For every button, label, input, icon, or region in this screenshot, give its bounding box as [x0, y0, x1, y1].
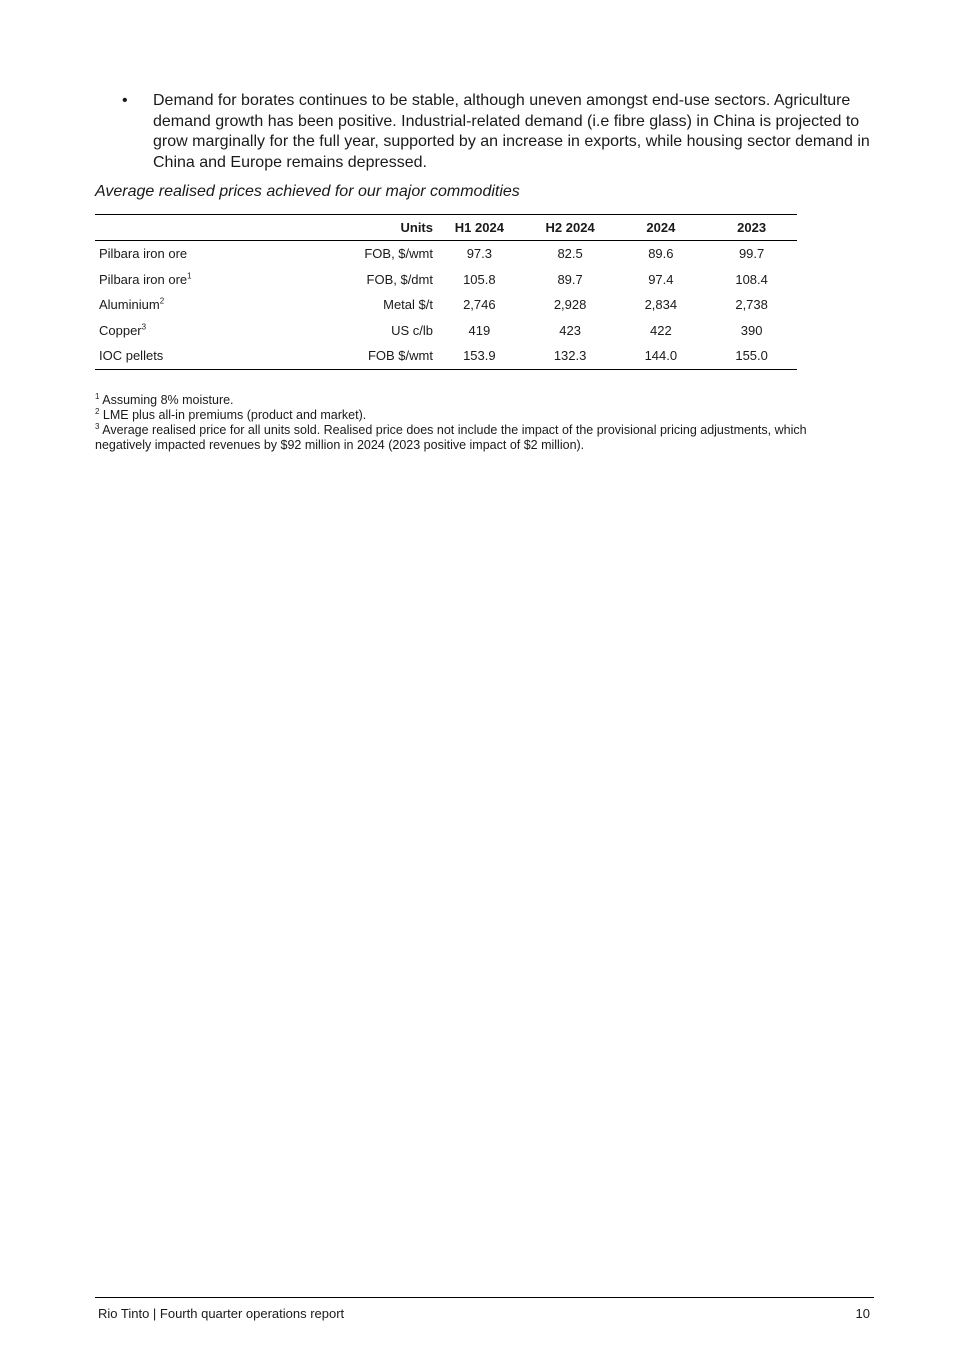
- row-h1-2024: 419: [468, 322, 491, 338]
- row-name: Copper$^3$: [99, 322, 147, 338]
- bullet-mark: •: [122, 92, 128, 109]
- table-row: [95, 318, 797, 344]
- realised-prices-table: [95, 214, 797, 370]
- header-h2-2024: H2 2024: [525, 215, 616, 241]
- table-row: [95, 267, 797, 293]
- header-name: [95, 215, 323, 241]
- footnote-text: Average realised price for all units sold. Realised price does not include the impact of the provisional pricing adjustments, which negatively impacted revenues by $92 million in 2024 (2023 positive impact of $2 million).: [95, 423, 807, 452]
- row-h2-2024: 423: [559, 322, 581, 338]
- row-h1-2024: 2,746: [463, 297, 496, 313]
- row-footnote-ref: 1: [187, 271, 192, 281]
- row-2023: 108.4: [735, 271, 768, 287]
- footnote-text: LME plus all-in premiums (product and market).: [99, 408, 367, 422]
- row-footnote-ref: 3: [141, 322, 147, 332]
- table-row: [95, 241, 797, 267]
- bullet-text: Demand for borates continues to be stable, although uneven amongst end-use sectors. Agriculture demand growth has been positive. Industrial-related demand (i.e fibre glass) in China is projected to grow marginally for the full year, supported by an increase in exports, while housing sector demand in China and Europe remains depressed.: [153, 92, 870, 171]
- footnote-2: [95, 408, 855, 423]
- footnotes: [95, 393, 855, 453]
- header-2024: 2024: [615, 215, 706, 241]
- row-2024: 89.6: [648, 246, 674, 262]
- footnote-text: Assuming 8% moisture.: [99, 393, 234, 407]
- row-units: Metal $/t: [383, 297, 433, 313]
- header-units: Units: [323, 215, 434, 241]
- row-2024: 144.0: [644, 348, 678, 364]
- row-name: Aluminium$^2$: [99, 296, 165, 313]
- row-h1-2024: 97.3: [466, 246, 493, 262]
- row-name: Pilbara iron ore$^1$: [99, 271, 192, 287]
- footnote-1: [95, 393, 855, 408]
- header-2023: 2023: [706, 215, 797, 241]
- row-2023: 390: [740, 322, 763, 338]
- table-header-row: [95, 215, 797, 241]
- bullet-paragraph: [95, 91, 875, 173]
- row-h2-2024: 82.5: [557, 246, 583, 262]
- footer-divider: [95, 1297, 874, 1298]
- row-2023: 2,738: [735, 297, 768, 313]
- footer-report-title: Rio Tinto | Fourth quarter operations report: [98, 1306, 345, 1321]
- row-units: US c/lb: [391, 322, 433, 338]
- row-2024: 2,834: [644, 297, 678, 313]
- table-caption: Average realised prices achieved for our major commodities: [95, 183, 520, 200]
- row-units: FOB, $/dmt: [366, 271, 433, 287]
- row-h2-2024: 132.3: [553, 348, 587, 364]
- row-h1-2024: 153.9: [463, 348, 496, 364]
- row-units: FOB $/wmt: [367, 348, 433, 364]
- row-h1-2024: 105.8: [463, 271, 496, 287]
- footnote-3: [95, 423, 855, 453]
- row-h2-2024: 89.7: [557, 271, 583, 287]
- row-2024: 97.4: [648, 271, 674, 287]
- row-2024: 422: [650, 322, 672, 338]
- header-h1-2024: H1 2024: [434, 215, 525, 241]
- row-name: IOC pellets: [99, 348, 164, 364]
- table-row: [95, 292, 797, 318]
- row-h2-2024: 2,928: [553, 297, 587, 313]
- footnote-number: 3: [95, 421, 100, 431]
- row-units: FOB, $/wmt: [364, 246, 433, 262]
- row-name: Pilbara iron ore: [99, 246, 188, 262]
- row-2023: 99.7: [738, 246, 765, 262]
- table-row: [95, 343, 797, 369]
- row-footnote-ref: 2: [159, 296, 165, 306]
- row-2023: 155.0: [735, 348, 768, 364]
- page-number: 10: [855, 1306, 870, 1321]
- footnote-number: 1: [95, 391, 100, 401]
- footnote-number: 2: [95, 406, 100, 416]
